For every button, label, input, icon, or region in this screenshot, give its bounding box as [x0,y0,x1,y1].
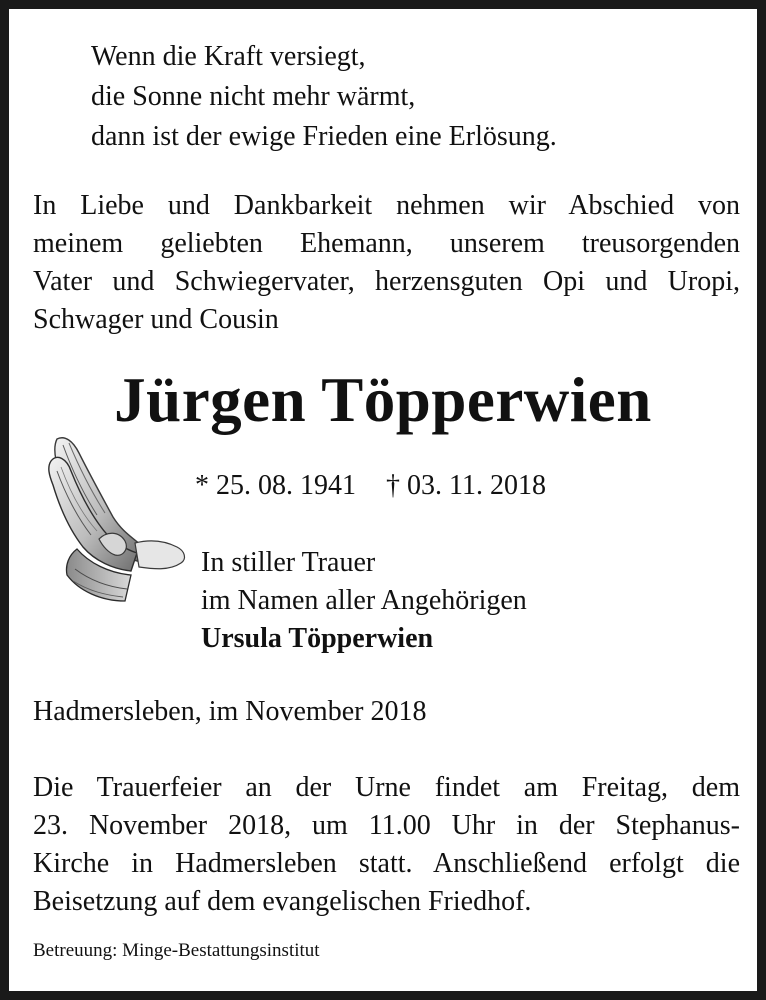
poem-line: dann ist der ewige Frieden eine Erlösung. [91,121,557,152]
praying-hands-icon [39,431,189,609]
farewell-line: meinem geliebten Ehemann, unserem treusorgenden [33,228,740,259]
farewell-text [33,187,740,339]
ceremony-line: Die Trauerfeier an der Urne findet am Freitag, dem [33,772,740,803]
farewell-line: Schwager und Cousin [33,304,279,335]
funeral-home-credit: Betreuung: Minge-Bestattungsinstitut [33,940,320,961]
poem [91,37,557,157]
deceased-name: Jürgen Töpperwien [114,365,652,435]
signer-name: Ursula Töpperwien [201,623,434,654]
mourning-line: In stiller Trauer [201,547,376,578]
poem-line: Wenn die Kraft versiegt, [91,41,366,72]
life-dates [195,468,546,504]
death-date: † 03. 11. 2018 [386,470,546,501]
place-and-date: Hadmersleben, im November 2018 [33,696,427,727]
farewell-line: In Liebe und Dankbarkeit nehmen wir Abschied von [33,190,740,221]
birth-date: * 25. 08. 1941 [195,470,356,501]
ceremony-text [33,769,740,921]
poem-line: die Sonne nicht mehr wärmt, [91,81,416,112]
ceremony-line: Beisetzung auf dem evangelischen Friedhof. [33,886,532,917]
mourning-line: im Namen aller Angehörigen [201,585,527,616]
ceremony-line: 23. November 2018, um 11.00 Uhr in der Stephanus- [33,810,740,841]
ceremony-line: Kirche in Hadmersleben statt. Anschließend erfolgt die [33,848,740,879]
mourners-block [201,544,527,658]
farewell-line: Vater und Schwiegervater, herzensguten Opi und Uropi, [33,266,740,297]
